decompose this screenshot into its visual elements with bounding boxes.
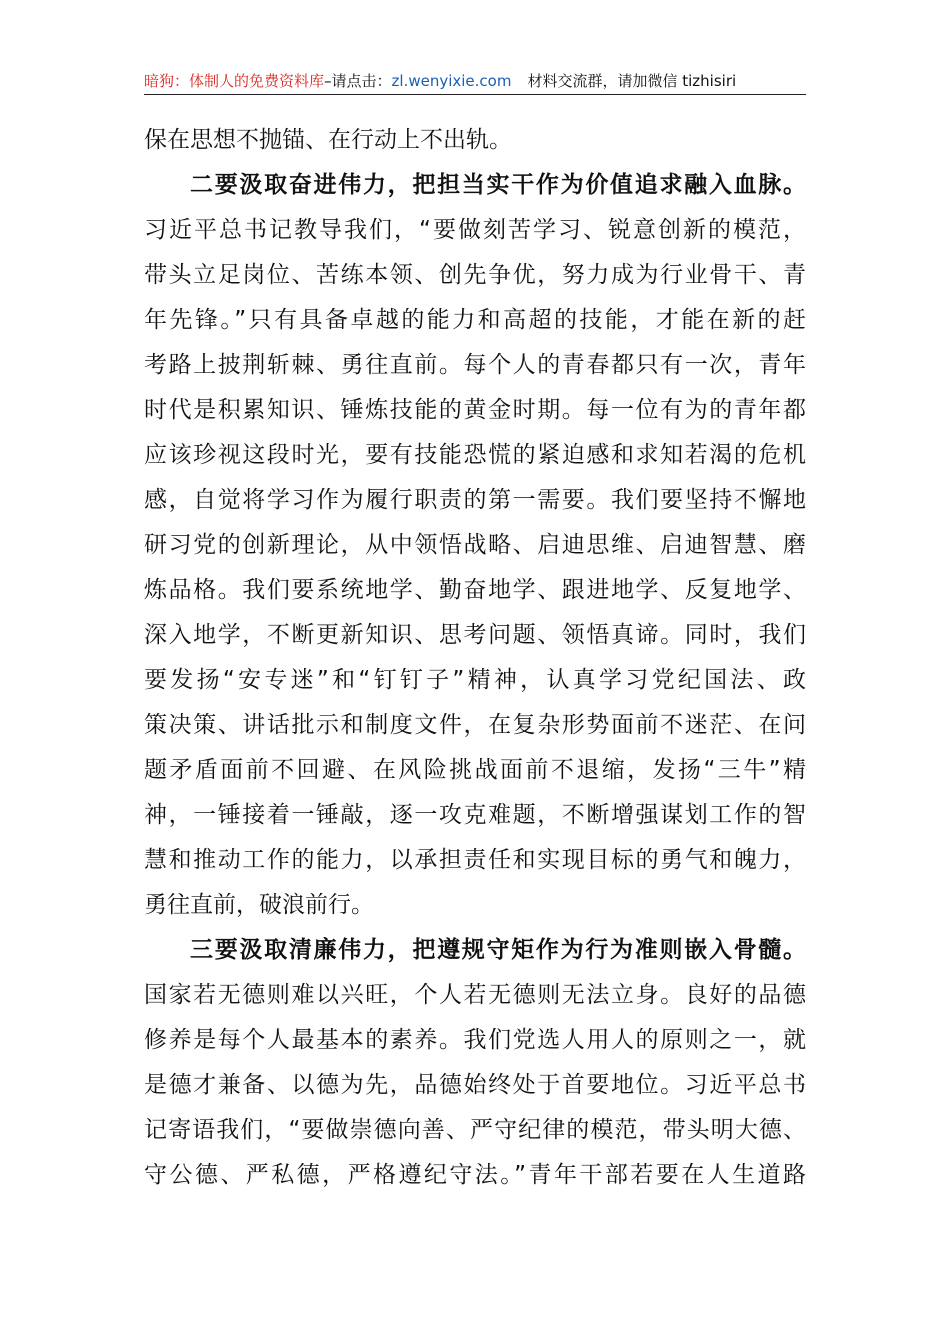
text-line: 国家若无德则难以兴旺，个人若无德则无法立身。良好的品德: [144, 982, 806, 1008]
text-line: 考路上披荆斩棘、勇往直前。每个人的青春都只有一次，青年: [144, 352, 806, 378]
section-heading-2: [144, 163, 806, 208]
text-line: 守公德、严私德，严格遵纪守法。”青年干部若要在人生道路: [144, 1162, 806, 1188]
text-line: 慧和推动工作的能力，以承担责任和实现目标的勇气和魄力，: [144, 847, 806, 873]
header-wechat-note: 材料交流群，请加微信 tizhisiri: [527, 72, 737, 90]
section-heading-3: [144, 928, 806, 973]
text-line: 题矛盾面前不回避、在风险挑战面前不退缩，发扬“三牛”精: [144, 757, 806, 783]
page-header: [144, 68, 806, 94]
header-divider: [144, 94, 806, 95]
header-brand: 暗狗：体制人的免费资料库: [144, 72, 325, 90]
text-line: 时代是积累知识、锤炼技能的黄金时期。每一位有为的青年都: [144, 397, 806, 423]
text-line: 研习党的创新理论，从中领悟战略、启迪思维、启迪智慧、磨: [144, 532, 806, 558]
heading-text: 三要汲取清廉伟力，把遵规守矩作为行为准则嵌入骨髓。: [190, 937, 806, 963]
text-line: 要发扬“安专迷”和“钉钉子”精神，认真学习党纪国法、政: [144, 667, 806, 693]
text-line: 习近平总书记教导我们，“要做刻苦学习、锐意创新的模范，: [144, 217, 806, 243]
text-line: 保在思想不抛锚、在行动上不出轨。: [144, 127, 512, 153]
text-line: 修养是每个人最基本的素养。我们党选人用人的原则之一，就: [144, 1027, 806, 1053]
header-click-prompt: –请点击：: [324, 72, 392, 90]
text-line: 炼品格。我们要系统地学、勤奋地学、跟进地学、反复地学、: [144, 577, 806, 603]
document-body: [144, 118, 806, 1198]
header-url-link[interactable]: zl.wenyixie.com: [391, 72, 512, 90]
text-line: 带头立足岗位、苦练本领、创先争优，努力成为行业骨干、青: [144, 262, 806, 288]
text-line: 记寄语我们，“要做崇德向善、严守纪律的模范，带头明大德、: [144, 1117, 806, 1143]
heading-text: 二要汲取奋进伟力，把担当实干作为价值追求融入血脉。: [190, 172, 806, 198]
text-line: 是德才兼备、以德为先，品德始终处于首要地位。习近平总书: [144, 1072, 806, 1098]
text-line: 神，一锤接着一锤敲，逐一攻克难题，不断增强谋划工作的智: [144, 802, 806, 828]
text-line: 应该珍视这段时光，要有技能恐慌的紧迫感和求知若渴的危机: [144, 442, 806, 468]
text-line: 感，自觉将学习作为履行职责的第一需要。我们要坚持不懈地: [144, 487, 806, 513]
text-line: 深入地学，不断更新知识、思考问题、领悟真谛。同时，我们: [144, 622, 806, 648]
text-line: 勇往直前，破浪前行。: [144, 892, 374, 918]
text-line: 年先锋。”只有具备卓越的能力和高超的技能，才能在新的赶: [144, 307, 806, 333]
text-line: 策决策、讲话批示和制度文件，在复杂形势面前不迷茫、在问: [144, 712, 806, 738]
